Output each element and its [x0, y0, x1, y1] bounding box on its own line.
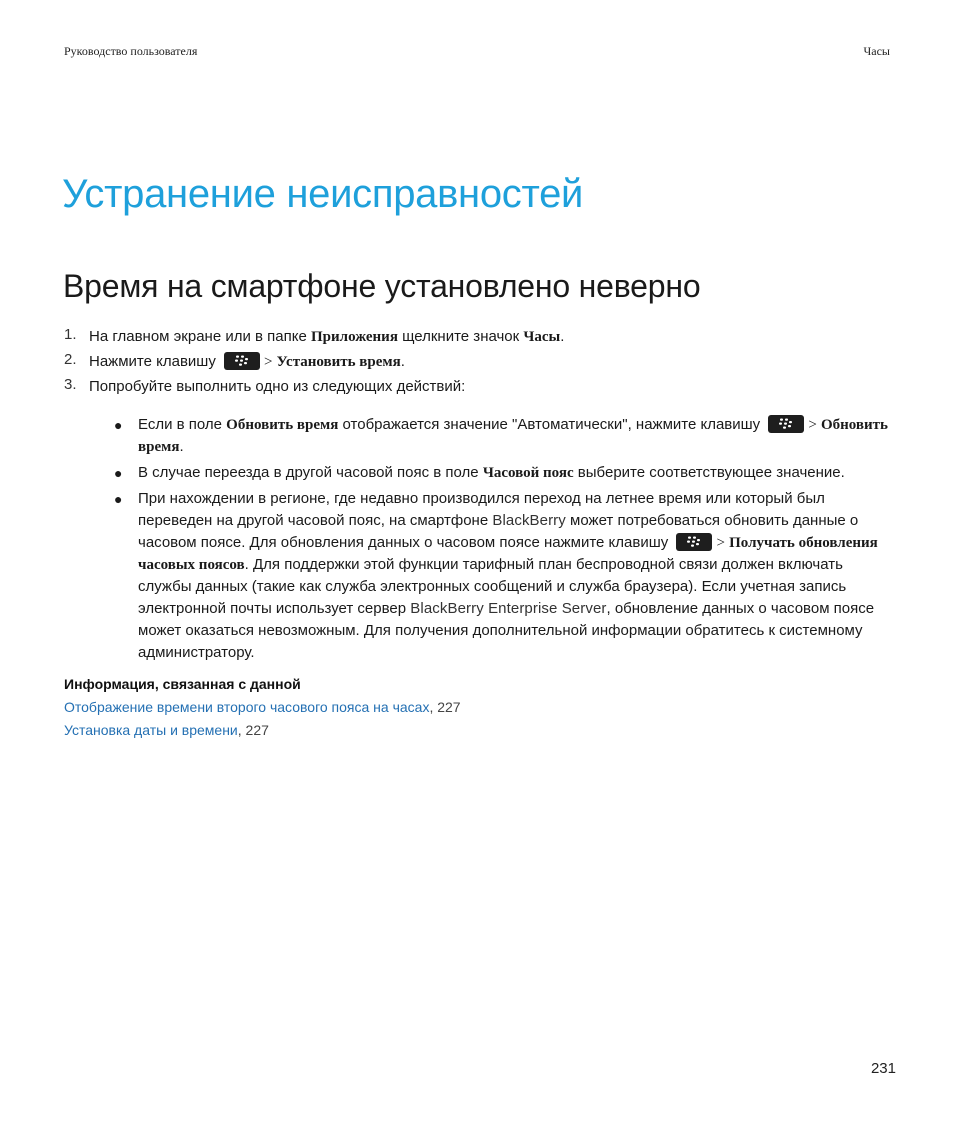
- related-link[interactable]: Отображение времени второго часового пояса на часах: [64, 699, 430, 715]
- separator: >: [264, 354, 273, 370]
- step-number: 1.: [64, 326, 77, 343]
- menu-term: Установить время: [276, 354, 401, 370]
- menu-term: Часы: [523, 329, 561, 345]
- page-number: 231: [870, 1060, 896, 1077]
- menu-term: Часовой пояс: [482, 465, 574, 481]
- separator: >: [808, 417, 817, 433]
- step-number: 3.: [64, 376, 77, 393]
- item-text: отображается значение "Автоматически", нажмите клавишу: [338, 416, 761, 433]
- blackberry-menu-key-icon: [676, 533, 712, 551]
- brand-name: BlackBerry: [492, 512, 566, 529]
- step-number: 2.: [64, 351, 77, 368]
- item-text: выберите соответствующее значение.: [573, 464, 845, 481]
- related-link[interactable]: Установка даты и времени: [64, 722, 238, 738]
- bullet-icon: ●: [114, 465, 123, 481]
- running-header-right: Часы: [863, 44, 890, 58]
- list-item: [114, 414, 894, 458]
- brand-name: BlackBerry Enterprise Server: [410, 600, 607, 617]
- related-title: Информация, связанная с данной: [64, 676, 301, 692]
- item-text: . Для поддержки этой функции тарифный план беспроводной связи должен включать службы данных (такие как служба электронных сообщений и служба браузера). Если учетная запись электронной почты использует сервер: [138, 556, 847, 617]
- section-title: Время на смартфоне установлено неверно: [63, 268, 701, 304]
- related-page: , 227: [429, 699, 461, 715]
- item-text: .: [179, 438, 184, 455]
- related-link-row: [64, 719, 461, 742]
- menu-term: Обновить время: [138, 417, 888, 455]
- blackberry-menu-key-icon: [768, 415, 804, 433]
- related-info: [64, 673, 461, 742]
- separator: >: [716, 535, 725, 551]
- menu-term: Обновить время: [226, 417, 339, 433]
- menu-term: Получать обновления часовых поясов: [138, 535, 878, 573]
- step-text: щелкните значок: [397, 328, 524, 345]
- bullet-icon: ●: [114, 417, 123, 433]
- options-list: [89, 414, 894, 664]
- step-2: [64, 351, 894, 373]
- item-text: В случае переезда в другой часовой пояс в поле: [138, 464, 483, 481]
- list-item: [114, 488, 894, 664]
- blackberry-menu-key-icon: [224, 352, 260, 370]
- related-page: , 227: [237, 722, 269, 738]
- item-text: , обновление данных о часовом поясе может оказаться невозможным. Для получения дополнительной информации обратитесь к системному администратору.: [138, 600, 875, 661]
- steps-list: [64, 326, 894, 668]
- running-header-left: Руководство пользователя: [64, 44, 198, 58]
- item-text: При нахождении в регионе, где недавно производился переход на летнее время или который был переведен на другой часовой пояс, на смартфоне: [138, 490, 825, 529]
- step-text: .: [400, 353, 405, 370]
- item-text: Если в поле: [138, 416, 227, 433]
- chapter-title: Устранение неисправностей: [62, 172, 584, 216]
- step-text: Нажмите клавишу: [89, 353, 216, 370]
- menu-term: Приложения: [311, 329, 398, 345]
- item-text: может потребоваться обновить данные о часовом поясе. Для обновления данных о часовом поясе нажмите клавишу: [138, 512, 859, 551]
- list-item: [114, 462, 894, 484]
- step-text: .: [560, 328, 565, 345]
- step-1: [64, 326, 894, 348]
- step-3: [64, 376, 894, 664]
- step-text: Попробуйте выполнить одно из следующих действий:: [89, 378, 466, 395]
- step-text: На главном экране или в папке: [89, 328, 311, 345]
- bullet-icon: ●: [114, 491, 123, 507]
- related-link-row: [64, 696, 461, 719]
